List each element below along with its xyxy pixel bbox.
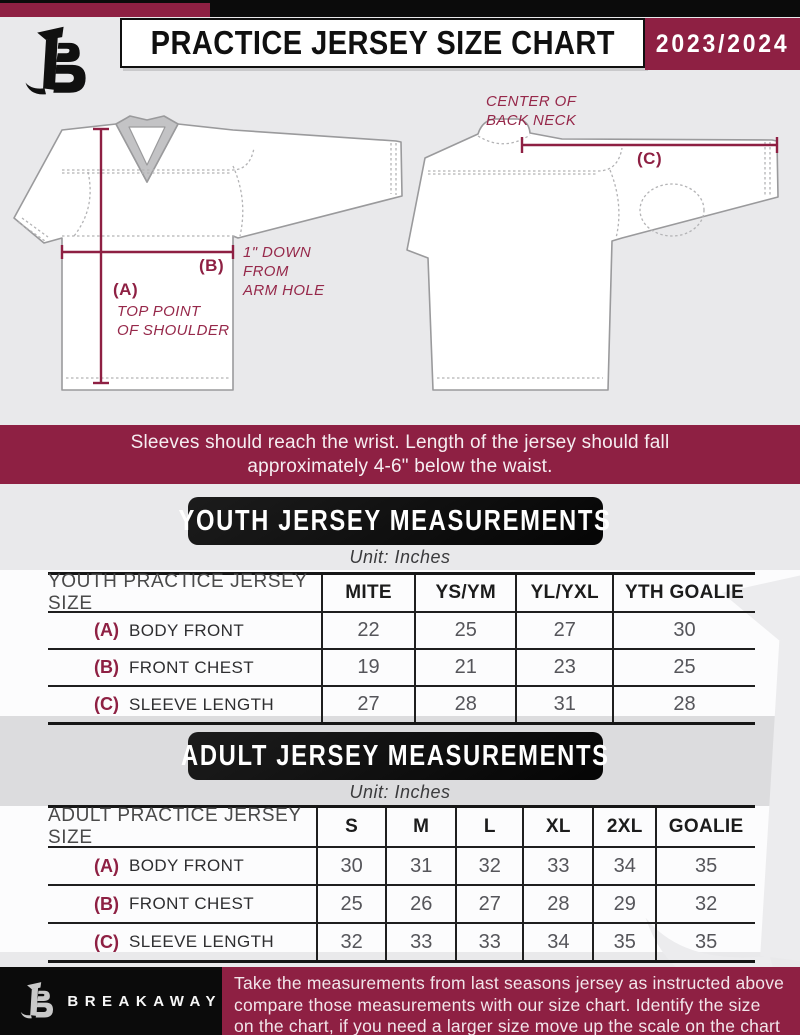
youth-size-table xyxy=(48,572,755,725)
marker-c-caption: CENTER OF BACK NECK xyxy=(486,93,577,129)
adult-unit-label: Unit: Inches xyxy=(349,782,451,802)
cell-value: 31 xyxy=(515,687,612,722)
header-top-strip-accent xyxy=(0,3,210,17)
cell-value: 32 xyxy=(316,924,385,960)
adult-col-s: S xyxy=(316,808,385,846)
cell-value: 27 xyxy=(321,687,414,722)
marker-c-label: (C) xyxy=(637,149,663,168)
cell-value: 22 xyxy=(321,613,414,648)
breakaway-logo-icon xyxy=(20,981,55,1021)
adult-section-heading: ADULT JERSEY MEASUREMENTS xyxy=(188,732,603,780)
cell-value: 21 xyxy=(414,650,515,685)
fit-note-banner xyxy=(0,425,800,484)
adult-col-l: L xyxy=(455,808,522,846)
cell-value: 28 xyxy=(414,687,515,722)
footer-note-line2: compare those measurements with our size chart. Identify the size xyxy=(234,994,761,1015)
youth-col-ysym: YS/YM xyxy=(414,575,515,611)
brand-name: BREAKAWAY xyxy=(67,992,222,1010)
cell-value: 28 xyxy=(612,687,755,722)
row-label: FRONT CHEST xyxy=(129,657,254,677)
cell-value: 34 xyxy=(522,924,592,960)
footer-brand-block xyxy=(0,967,222,1035)
cell-value: 28 xyxy=(522,886,592,922)
row-marker: (A) xyxy=(94,855,119,876)
row-label: SLEEVE LENGTH xyxy=(129,932,275,951)
table-row xyxy=(48,611,755,648)
fit-note-line2: approximately 4-6" below the waist. xyxy=(247,455,553,477)
row-marker: (A) xyxy=(94,620,119,640)
table-row xyxy=(48,648,755,685)
marker-b-caption: 1" DOWN FROM ARM HOLE xyxy=(243,244,325,299)
cell-value: 30 xyxy=(612,613,755,648)
footer-note-line3: on the chart, if you need a larger size move up the scale on the chart xyxy=(234,1016,781,1035)
adult-col-xl: XL xyxy=(522,808,592,846)
adult-col-m: M xyxy=(385,808,455,846)
cell-value: 26 xyxy=(385,886,455,922)
cell-value: 35 xyxy=(655,848,755,884)
table-row xyxy=(48,884,755,922)
adult-size-table xyxy=(48,805,755,963)
row-marker: (B) xyxy=(94,657,119,677)
marker-a-caption: TOP POINT OF SHOULDER xyxy=(117,303,230,339)
adult-col-2xl: 2XL xyxy=(592,808,655,846)
cell-value: 33 xyxy=(522,848,592,884)
youth-size-header: YOUTH PRACTICE JERSEY SIZE xyxy=(48,571,308,614)
youth-col-ylyxl: YL/YXL xyxy=(515,575,612,611)
cell-value: 33 xyxy=(455,924,522,960)
page-title xyxy=(120,18,645,68)
cell-value: 32 xyxy=(655,886,755,922)
table-row xyxy=(48,685,755,722)
jersey-back-illustration xyxy=(407,119,778,390)
row-label: FRONT CHEST xyxy=(129,894,254,913)
youth-col-goalie: YTH GOALIE xyxy=(612,575,755,611)
fit-note-line1: Sleeves should reach the wrist. Length of the jersey should fall xyxy=(130,432,670,453)
cell-value: 25 xyxy=(612,650,755,685)
row-label: BODY FRONT xyxy=(129,620,245,640)
table-row xyxy=(48,846,755,884)
marker-b-label: (B) xyxy=(199,256,225,275)
row-label: BODY FRONT xyxy=(129,856,245,875)
row-marker: (B) xyxy=(94,893,119,914)
season-badge xyxy=(645,18,800,70)
youth-unit-label: Unit: Inches xyxy=(349,547,451,567)
cell-value: 23 xyxy=(515,650,612,685)
row-label: SLEEVE LENGTH xyxy=(129,694,275,714)
youth-col-mite: MITE xyxy=(321,575,414,611)
footer-note-line1: Take the measurements from last seasons jersey as instructed above xyxy=(234,973,785,993)
row-marker: (C) xyxy=(94,694,119,714)
cell-value: 33 xyxy=(385,924,455,960)
season-badge-text: 2023/2024 xyxy=(655,29,790,58)
cell-value: 35 xyxy=(655,924,755,960)
adult-size-header: ADULT PRACTICE JERSEY SIZE xyxy=(48,805,302,848)
page-title-text: PRACTICE JERSEY SIZE CHART xyxy=(150,24,615,61)
cell-value: 32 xyxy=(455,848,522,884)
youth-section-heading: YOUTH JERSEY MEASUREMENTS xyxy=(188,497,603,545)
row-marker: (C) xyxy=(94,931,119,952)
jersey-diagram xyxy=(0,85,800,425)
cell-value: 30 xyxy=(316,848,385,884)
cell-value: 31 xyxy=(385,848,455,884)
cell-value: 27 xyxy=(515,613,612,648)
cell-value: 19 xyxy=(321,650,414,685)
footer-instructions xyxy=(222,967,800,1035)
cell-value: 25 xyxy=(316,886,385,922)
table-row xyxy=(48,922,755,960)
youth-table-header-row xyxy=(48,571,755,614)
cell-value: 35 xyxy=(592,924,655,960)
adult-col-goalie: GOALIE xyxy=(655,808,755,846)
cell-value: 25 xyxy=(414,613,515,648)
cell-value: 29 xyxy=(592,886,655,922)
adult-table-header-row xyxy=(48,805,755,848)
marker-a-label: (A) xyxy=(113,280,139,299)
cell-value: 34 xyxy=(592,848,655,884)
cell-value: 27 xyxy=(455,886,522,922)
